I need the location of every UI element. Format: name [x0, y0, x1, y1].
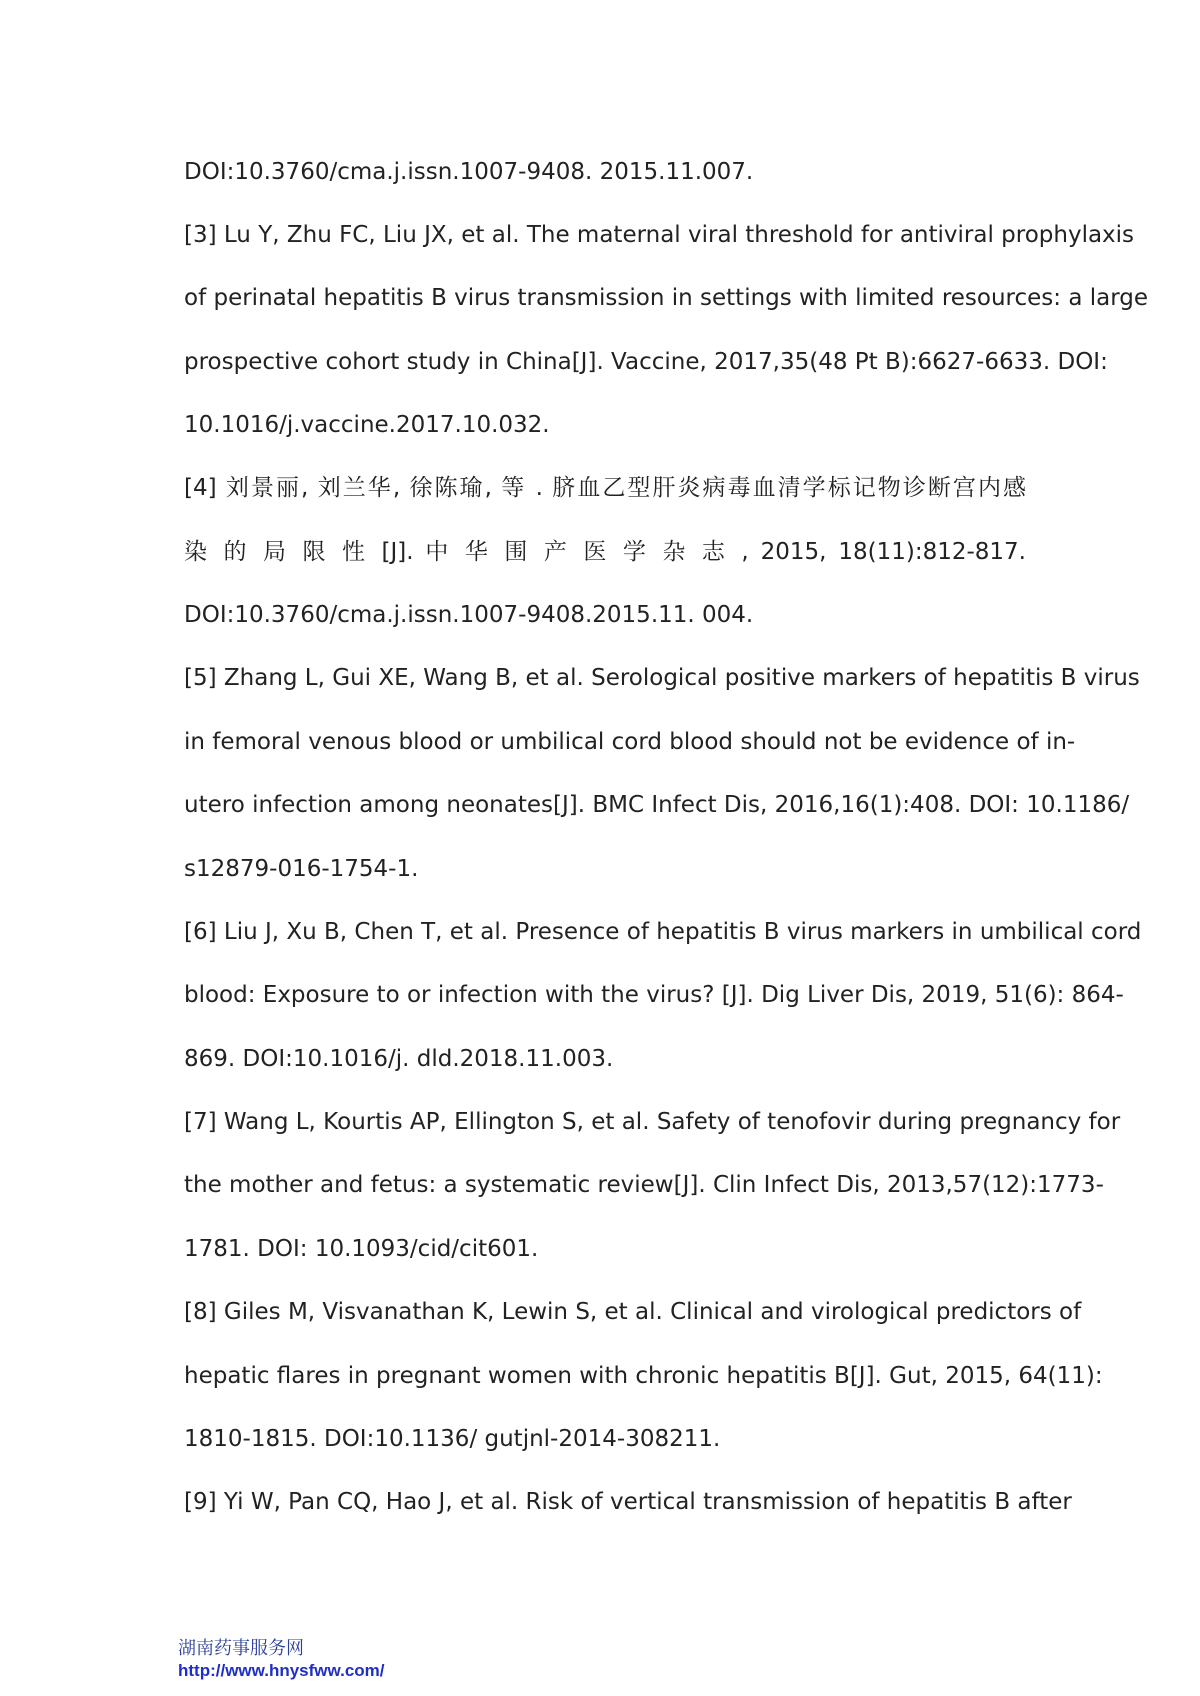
reference-line: [4] 刘景丽, 刘兰华, 徐陈瑜, 等 . 脐血乙型肝炎病毒血清学标记物诊断宫内感: [184, 475, 1026, 501]
reference-line: 10.1016/j.vaccine.2017.10.032.: [184, 412, 550, 438]
reference-line: DOI:10.3760/cma.j.issn.1007-9408.2015.11. 004.: [184, 602, 754, 628]
reference-line: 869. DOI:10.1016/j. dld.2018.11.003.: [184, 1046, 614, 1072]
reference-line: blood: Exposure to or infection with the virus? [J]. Dig Liver Dis, 2019, 51(6): 864-: [184, 982, 1124, 1008]
reference-line: utero infection among neonates[J]. BMC Infect Dis, 2016,16(1):408. DOI: 10.1186/: [184, 792, 1130, 818]
reference-line: [9] Yi W, Pan CQ, Hao J, et al. Risk of vertical transmission of hepatitis B after: [184, 1489, 1072, 1515]
reference-line: DOI:10.3760/cma.j.issn.1007-9408. 2015.11.007.: [184, 159, 754, 185]
reference-line: [6] Liu J, Xu B, Chen T, et al. Presence of hepatitis B virus markers in umbilical cord: [184, 919, 1142, 945]
reference-line: hepatic flares in pregnant women with chronic hepatitis B[J]. Gut, 2015, 64(11):: [184, 1363, 1103, 1389]
reference-line: [8] Giles M, Visvanathan K, Lewin S, et al. Clinical and virological predictors of: [184, 1299, 1082, 1325]
reference-line: of perinatal hepatitis B virus transmission in settings with limited resources: a large: [184, 285, 1149, 311]
reference-line: [3] Lu Y, Zhu FC, Liu JX, et al. The maternal viral threshold for antiviral prophylaxis: [184, 222, 1135, 248]
reference-line: [5] Zhang L, Gui XE, Wang B, et al. Serological positive markers of hepatitis B virus: [184, 665, 1140, 691]
reference-line: s12879-016-1754-1.: [184, 856, 419, 882]
reference-line: prospective cohort study in China[J]. Vaccine, 2017,35(48 Pt B):6627-6633. DOI:: [184, 349, 1108, 375]
reference-line: in femoral venous blood or umbilical cord blood should not be evidence of in-: [184, 729, 1076, 755]
reference-line: [7] Wang L, Kourtis AP, Ellington S, et al. Safety of tenofovir during pregnancy for: [184, 1109, 1121, 1135]
reference-line: 1781. DOI: 10.1093/cid/cit601.: [184, 1236, 539, 1262]
footer-site-name: 湖南药事服务网: [178, 1638, 304, 1659]
reference-line: 1810-1815. DOI:10.1136/ gutjnl-2014-308211.: [184, 1426, 721, 1452]
reference-line: 染 的 局 限 性 [J]. 中 华 围 产 医 学 杂 志 , 2015, 18(11):812-817.: [184, 539, 1026, 565]
footer-url-link[interactable]: http://www.hnysfww.com/: [178, 1661, 385, 1680]
reference-line: the mother and fetus: a systematic review[J]. Clin Infect Dis, 2013,57(12):1773-: [184, 1172, 1104, 1198]
footer-watermark: [178, 1638, 538, 1682]
